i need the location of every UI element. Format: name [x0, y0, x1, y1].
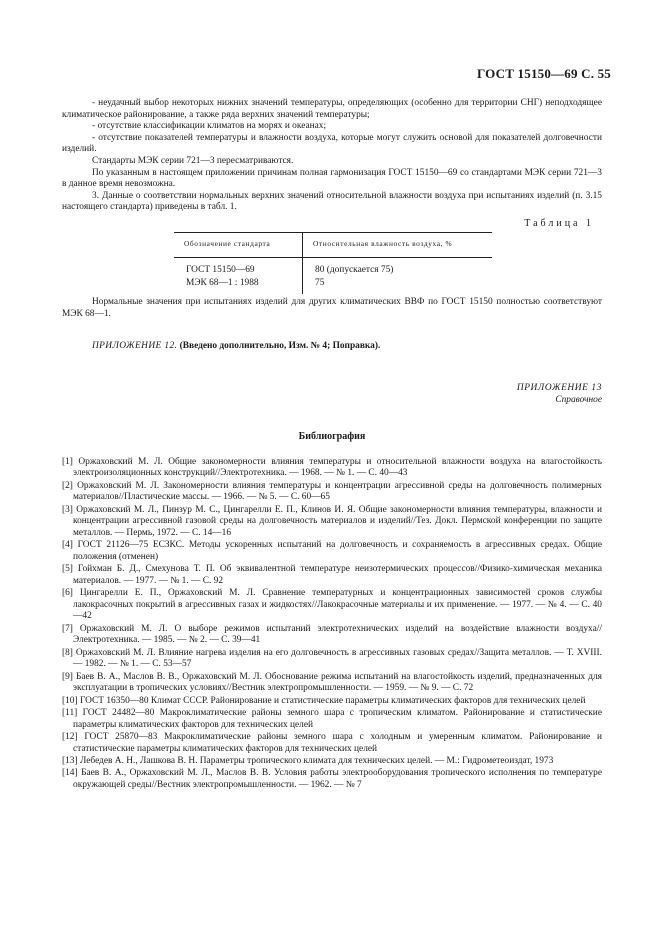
list-item: [4] ГОСТ 21126—75 ЕСЗКС. Методы ускоренных испытаний на долговечность и сохраняемость в агрессивных средах. Общие положения (отменен) — [62, 540, 602, 562]
list-item: [11] ГОСТ 24482—80 Макроклиматические районы земного шара с тропическим климатом. Районирование и статистические параметры климатических факторов для технических целей — [62, 708, 602, 730]
list-item: [7] Оржаховский М. Л. О выборе режимов испытаний электротехнических изделий на воздействие влажности воздуха//Электротехника. — 1985. — № 2. — С. 39—41 — [62, 623, 602, 646]
list-item: [12] ГОСТ 25870—83 Макроклиматические районы земного шара с холодным и умеренным климатом. Районирование и статистические параметры климатических факторов для технических целей — [62, 732, 602, 754]
bibliography-list — [62, 457, 602, 792]
table-header-humidity: Относительная влажность воздуха, % — [303, 232, 493, 258]
bibliography-title: Библиография — [298, 431, 366, 443]
paragraph: По указанным в настоящем приложении причинам полная гармонизация ГОСТ 15150—69 со стандартами МЭК серии 721—3 в данное время невозможна. — [62, 167, 602, 190]
list-item: [10] ГОСТ 16350—80 Климат СССР. Районирование и статистические параметры климатических факторов для технических целей — [62, 695, 586, 706]
paragraph: - неудачный выбор некоторых нижних значений температуры, определяющих (особенно для территории СНГ) неподходящее климатическое районирование, а также ряда верхних значений температуры; — [62, 98, 602, 120]
appendix-13-subtitle: Справочное — [555, 395, 602, 406]
list-item: [5] Гойхман Б. Д., Смехунова Т. П. Об эквивалентной температуре неизотермических процессов//Физико-химическая механика материалов. — 1977. — № 1. — С. 92 — [62, 564, 602, 586]
list-item: [13] Лебедев А. Н., Лашкова В. Н. Параметры тропического климата для технических целей. — М.: Гидрометеоиздат, 1973 — [62, 756, 554, 767]
list-item: [6] Цингарелли Е. П., Оржаховский М. Л. Сравнение температурных и концентрационных зависимостей сроков службы лакокрасочных покрытий в агрессивных газах и жидкостях//Лакокрасочные материалы и их применение. — 1977. — № 4. — С. 40—42 — [62, 588, 602, 622]
appendix-12-amendment: (Введено дополнительно, Изм. № 4; Поправка). — [179, 340, 381, 351]
table-cell: 75 — [315, 277, 325, 288]
table-cell: ГОСТ 15150—69 — [174, 258, 303, 277]
list-item: [2] Оржаховский М. Л. Закономерности влияния температуры и концентрации агрессивной среды на долговечность полимерных материалов//Пластические массы. — 1966. — № 5. — С. 60—65 — [62, 480, 602, 503]
paragraph-after-table: Нормальные значения при испытаниях изделий для других климатических ВВФ по ГОСТ 15150 полностью соответствуют МЭК 68—1. — [62, 297, 602, 319]
appendix-13-heading — [62, 382, 602, 406]
paragraph: 3. Данные о соответствии нормальных верхних значений относительной влажности воздуха при испытаниях изделий (п. 3.15 настоящего стандарта) приведены в табл. 1. — [62, 190, 602, 213]
list-item: [14] Баев В. А., Оржаховский М. Л., Маслов В. В. Условия работы электрооборудования тропического исполнения по температуре окружающей среды//Вестник электропромышленности. — 1962. — № 7 — [62, 768, 602, 791]
table-title: Таблица 1 — [524, 217, 594, 229]
appendix-12-label: ПРИЛОЖЕНИЕ 12. — [92, 340, 178, 351]
paragraph: - отсутствие классификации климатов на морях и океанах; — [92, 121, 327, 132]
table-cell: 80 (допускается 75) — [315, 265, 394, 276]
paragraph: Стандарты МЭК серии 721—3 пересматриваются. — [92, 155, 294, 166]
appendix-12-note — [62, 341, 602, 353]
list-item: [8] Оржаховский М. Л. Влияние нагрева изделия на его долговечность в агрессивных газовых средах//Защита металлов. — Т. XVIII. — 1982. — № 1. — С. 53—57 — [62, 647, 602, 670]
table-cell: МЭК 68—1 : 1988 — [174, 277, 303, 295]
list-item: [1] Оржаховский М. Л. Общие закономерности влияния температуры и относительной влажности воздуха на влагостойкость электроизоляционных конструкций//Электротехника. — 1968. — № 1. — С. 40—43 — [62, 456, 602, 479]
paragraph: - отсутствие показателей температуры и влажности воздуха, которые могут служить основой для показателей долговечности изделий. — [62, 132, 602, 155]
appendix-13-title: ПРИЛОЖЕНИЕ 13 — [516, 383, 602, 394]
table-row — [174, 258, 492, 277]
page-content — [62, 98, 602, 792]
list-item: [9] Баев В. А., Маслов В. В., Оржаховский М. Л. Обоснование режима испытаний на влагостойкость изделий, предназначенных для эксплуатации в тропических условиях//Вестник электропромышленности. — 1959. — № 9. — С. 72 — [62, 671, 602, 694]
list-item: [3] Оржаховский М. Л., Пинзур М. С., Цингарелли Е. П., Клинов И. Я. Общие закономерности влияния температуры, влажности и концентрации агрессивной газовой среды на долговечность материалов и изделий//Тез. Докл. Пермской конференции по защите металлов. — Пермь, 1972. — С. 14—16 — [62, 504, 602, 538]
humidity-table — [174, 232, 492, 295]
table-row — [174, 277, 492, 295]
page-header: ГОСТ 15150—69 С. 55 — [477, 66, 611, 81]
table-header-standard: Обозначение стандарта — [174, 232, 303, 258]
table-header-row — [174, 232, 492, 258]
